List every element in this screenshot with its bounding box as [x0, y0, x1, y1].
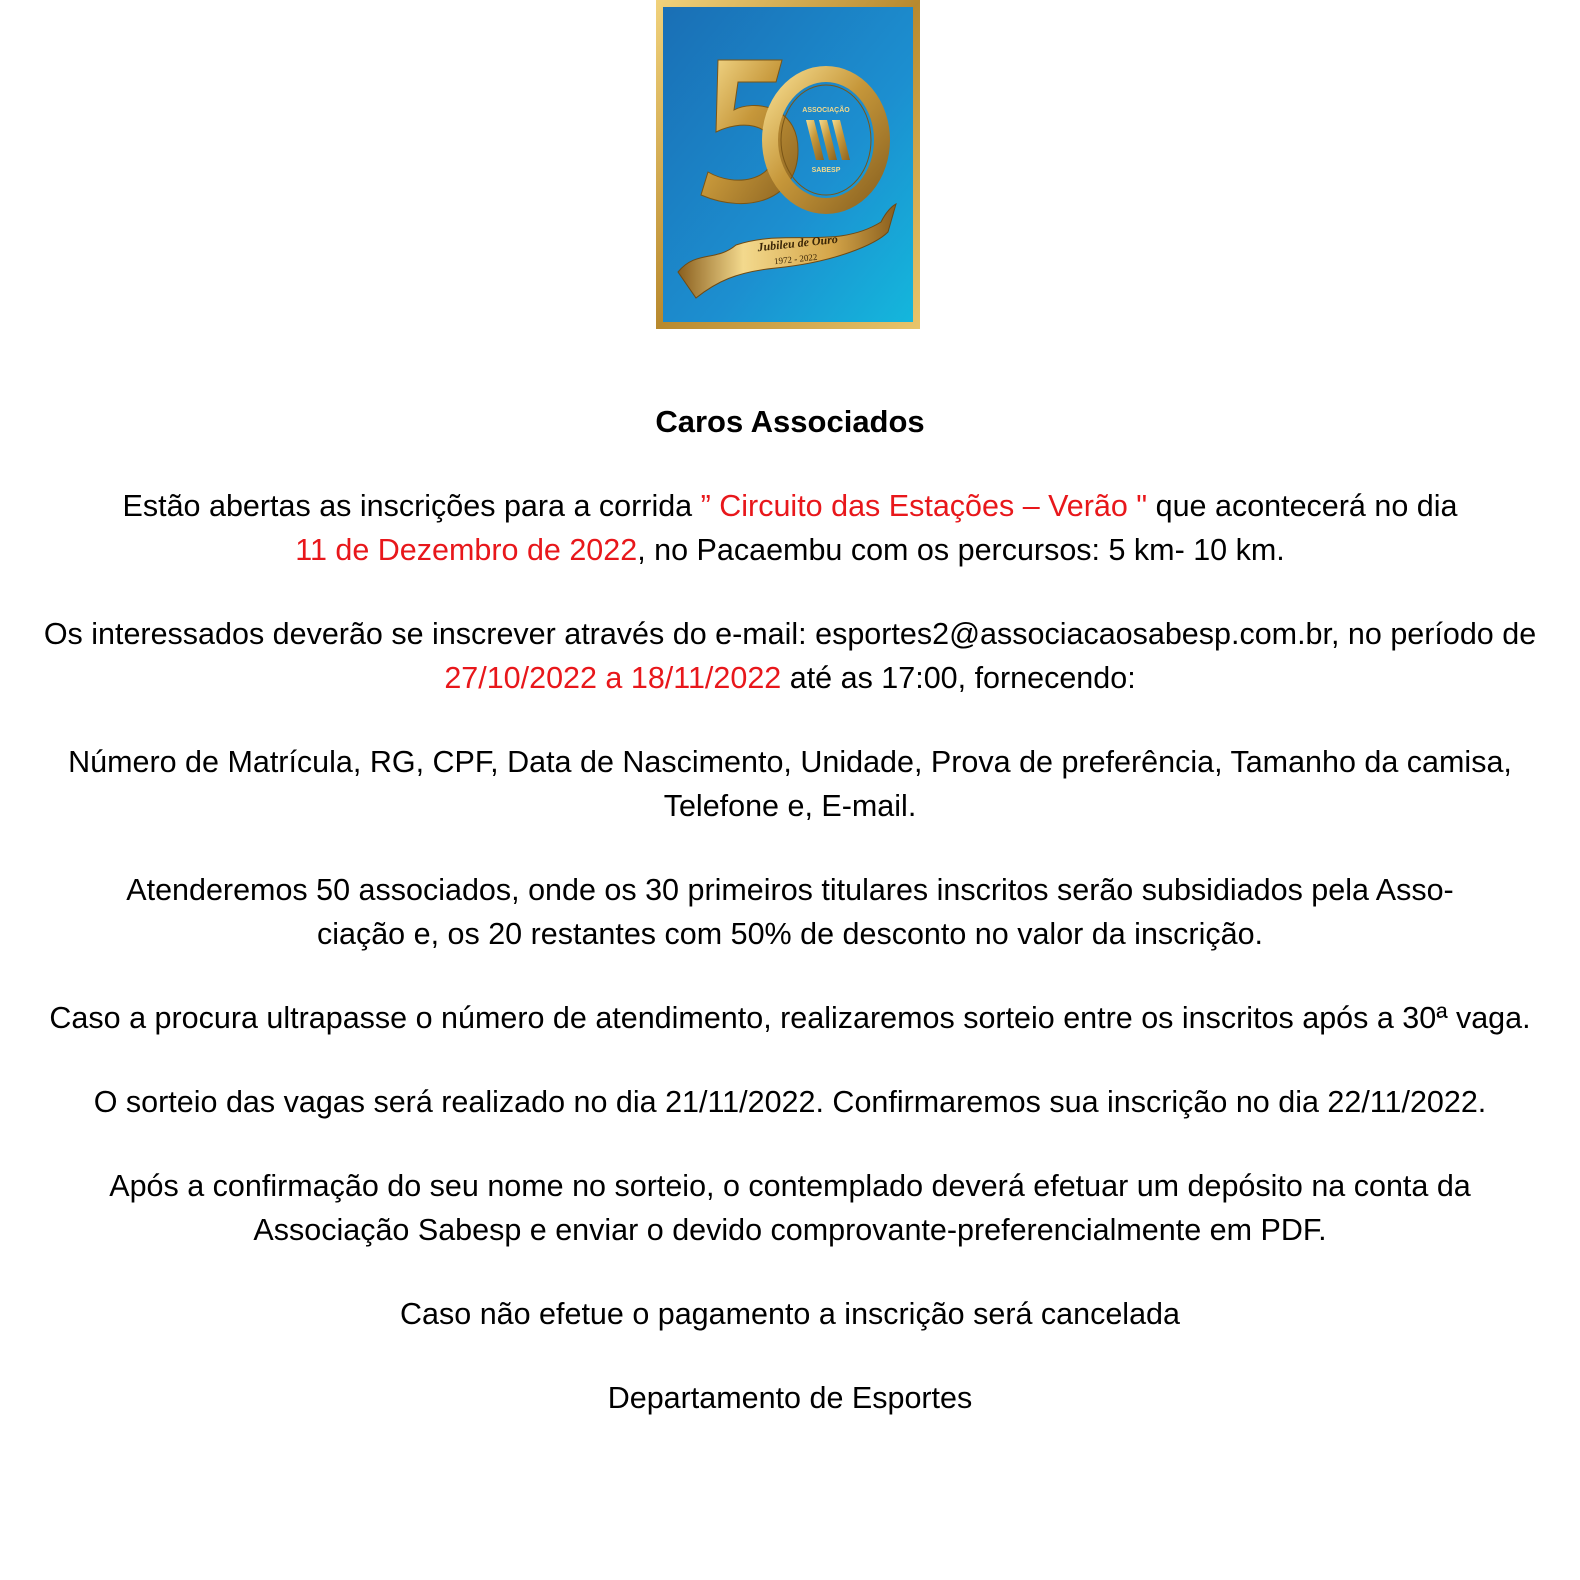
paragraph-draw: Caso a procura ultrapasse o número de atendimento, realizaremos sorteio entre os inscritos após a 30ª vaga.: [49, 1001, 1531, 1035]
ribbon-years: 1972 - 2022: [773, 251, 818, 267]
paragraph-cancellation: Caso não efetue o pagamento a inscrição será cancelada: [400, 1297, 1180, 1331]
event-name: ” Circuito das Estações – Verão ": [700, 489, 1148, 523]
text-segment: Estão abertas as inscrições para a corrida: [122, 489, 701, 523]
announcement-letter: [30, 400, 1550, 1460]
text-segment: ciação e, os 20 restantes com 50% de desconto no valor da inscrição.: [316, 917, 1264, 951]
paragraph-required-info: Número de Matrícula, RG, CPF, Data de Nascimento, Unidade, Prova de preferência, Tamanho da camisa, Telefone e, E-mail.: [68, 745, 1512, 823]
signature: Departamento de Esportes: [607, 1381, 973, 1415]
paragraph-subsidy: [30, 868, 1550, 956]
registration-period: 27/10/2022 a 18/11/2022: [444, 661, 782, 695]
paragraph-payment: Após a confirmação do seu nome no sorteio, o contemplado deverá efetuar um depósito na conta da Associação Sabesp e enviar o devido comprovante-preferencialmente em PDF.: [109, 1169, 1471, 1247]
paragraph-registration: [30, 612, 1550, 700]
paragraph-draw-date: O sorteio das vagas será realizado no dia 21/11/2022. Confirmaremos sua inscrição no dia 22/11/2022.: [93, 1085, 1487, 1119]
jubilee-logo: [656, 0, 920, 329]
greeting: Caros Associados: [655, 404, 925, 439]
event-date: 11 de Dezembro de 2022: [295, 533, 638, 567]
org-name-bottom: SABESP: [811, 167, 841, 174]
org-name-top: ASSOCIAÇÃO: [802, 107, 850, 114]
text-segment: que acontecerá no dia: [1147, 489, 1458, 523]
text-segment: Atenderemos 50 associados, onde os 30 primeiros titulares inscritos serão subsidiados pela Asso-: [126, 873, 1454, 907]
ribbon-title: Jubileu de Ouro: [756, 231, 839, 255]
paragraph-race-info: [30, 484, 1550, 572]
text-segment: até as 17:00, fornecendo:: [781, 661, 1136, 695]
text-segment: Os interessados deverão se inscrever através do e-mail: esportes2@associacaosabesp.com.br, no período de: [43, 617, 1537, 651]
text-segment: , no Pacaembu com os percursos: 5 km- 10 km.: [637, 533, 1285, 567]
